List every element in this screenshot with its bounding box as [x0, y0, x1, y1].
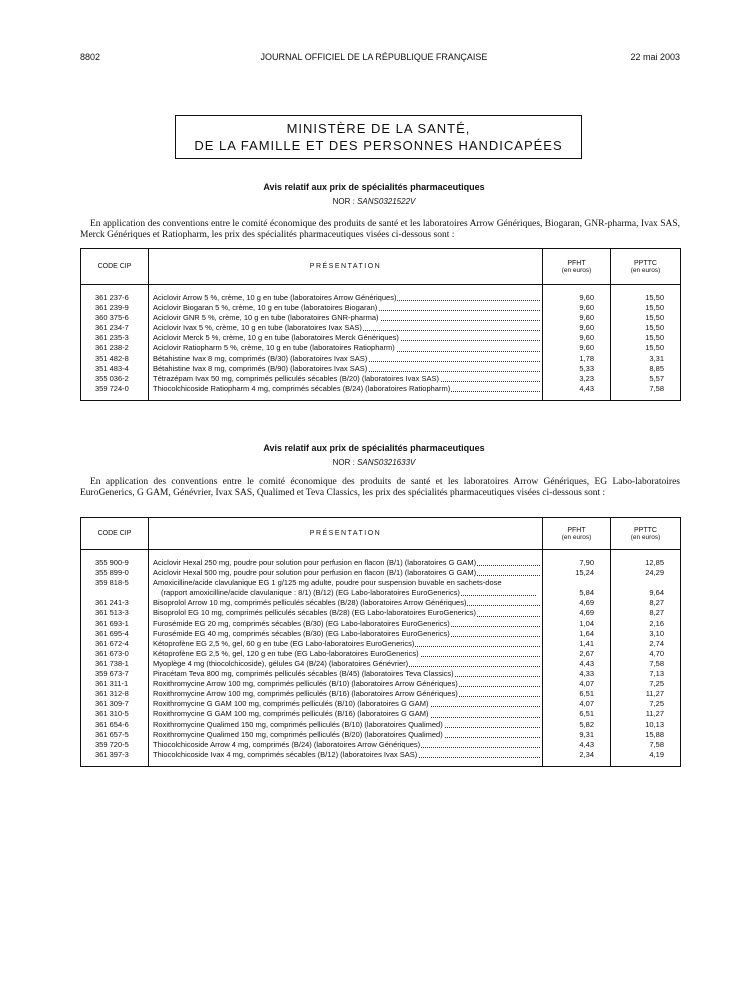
cip-code: 361 513-3	[95, 608, 129, 618]
ppttc-value: 15,50	[611, 303, 681, 313]
cip-code: 360 375-6	[95, 313, 129, 323]
table-row	[81, 629, 681, 639]
table-row	[81, 578, 681, 598]
table-row	[81, 313, 681, 323]
presentation-text: Furosémide EG 40 mg, comprimés sécables (B/30) (EG Labo-laboratoires EuroGenerics)	[153, 628, 450, 638]
row-spacer	[81, 394, 681, 401]
cip-code: 361 234-7	[95, 323, 129, 333]
presentation-text: Aciclovir Hexal 250 mg, poudre pour solution pour perfusion en flacon (B/1) (laboratoires G GAM)	[153, 558, 477, 567]
presentation-cell	[149, 364, 543, 374]
ppttc-value: 9,64	[611, 578, 681, 598]
ministry-line1: MINISTÈRE DE LA SANTÉ,	[286, 121, 471, 136]
cip-code: 359 720-5	[95, 739, 129, 749]
table-row	[81, 333, 681, 343]
table-row	[81, 750, 681, 760]
avis2-nor-label: NOR :	[332, 458, 355, 467]
cip-code: 361 239-9	[95, 303, 129, 313]
ppttc-value: 12,85	[611, 558, 681, 568]
presentation-cell	[149, 303, 543, 313]
ppttc-value: 8,27	[611, 608, 681, 618]
row-spacer	[81, 760, 681, 767]
ppttc-value: 24,29	[611, 568, 681, 578]
cip-code: 359 724-0	[95, 383, 129, 393]
cip-code: 355 899-0	[95, 568, 129, 578]
table-row	[81, 689, 681, 699]
presentation-text: Roxithromycine Qualimed 150 mg, comprimés pelliculés (B/20) (laboratoires Qualimed)	[153, 729, 443, 739]
cip-code: 361 241-3	[95, 598, 129, 608]
table-row	[81, 619, 681, 629]
pfht-value: 1,41	[543, 639, 611, 649]
presentation-cell	[149, 629, 543, 639]
page-number: 8802	[80, 52, 101, 62]
spacer-cell	[81, 550, 149, 559]
table-row	[81, 740, 681, 750]
journal-title: JOURNAL OFFICIEL DE LA RÉPUBLIQUE FRANÇAISE	[260, 52, 488, 62]
ppttc-value: 3,10	[611, 629, 681, 639]
cip-code: 361 672-4	[95, 638, 129, 648]
presentation-text: Piracétam Teva 800 mg, comprimés pelliculés sécables (B/45) (laboratoires Teva Classics)	[153, 669, 454, 679]
pfht-value: 9,60	[543, 333, 611, 343]
presentation-text: Aciclovir Ratiopharm 5 %, crème, 10 g en tube (laboratoires Ratiopharm)	[153, 343, 395, 353]
presentation-text: Roxithromycine G GAM 100 mg, comprimés pelliculés (B/10) (laboratoires G GAM)	[153, 699, 429, 709]
pfht-value: 4,69	[543, 598, 611, 608]
presentation-text: Roxithromycine Arrow 100 mg, comprimés pelliculés (B/16) (laboratoires Arrow Génériques)	[153, 689, 458, 699]
table-row	[81, 669, 681, 679]
presentation-text: Furosémide EG 20 mg, comprimés sécables (B/30) (EG Labo-laboratoires EuroGenerics)	[153, 618, 450, 628]
presentation-text: Roxithromycine G GAM 100 mg, comprimés pelliculés (B/16) (laboratoires G GAM)	[153, 709, 429, 719]
avis2-table-body	[81, 550, 681, 767]
ppttc-value: 15,50	[611, 343, 681, 353]
spacer-cell	[81, 285, 149, 294]
presentation-cell	[149, 313, 543, 323]
avis1-title: Avis relatif aux prix de spécialités pharmaceutiques	[263, 182, 485, 192]
cip-code: 361 397-3	[95, 749, 129, 759]
cip-code: 361 235-3	[95, 333, 129, 343]
spacer-cell	[611, 760, 681, 767]
ppttc-value: 2,74	[611, 639, 681, 649]
col-code-header: CODE CIP	[81, 518, 149, 550]
spacer-cell	[149, 760, 543, 767]
ppttc-value: 7,13	[611, 669, 681, 679]
pfht-value: 1,78	[543, 354, 611, 364]
ppttc-value: 15,88	[611, 730, 681, 740]
cip-code: 361 738-1	[95, 658, 129, 668]
ppttc-value: 3,31	[611, 354, 681, 364]
presentation-cell	[149, 639, 543, 649]
presentation-text: (rapport amoxicilline/acide clavulanique : 8/1) (B/12) (EG Labo-laboratoires EuroGenerics)	[161, 588, 460, 598]
presentation-cell	[149, 568, 543, 578]
table-row	[81, 364, 681, 374]
col-pfht-header: PFHT (en euros)	[543, 518, 611, 550]
pfht-value: 4,69	[543, 608, 611, 618]
ppttc-value: 4,70	[611, 649, 681, 659]
ppttc-value: 5,57	[611, 374, 681, 384]
ppttc-value: 2,16	[611, 619, 681, 629]
spacer-cell	[81, 760, 149, 767]
pfht-value: 1,64	[543, 629, 611, 639]
spacer-cell	[149, 394, 543, 401]
pfht-value: 5,33	[543, 364, 611, 374]
pfht-value: 9,60	[543, 343, 611, 353]
ppttc-value: 7,58	[611, 384, 681, 394]
pfht-value: 15,24	[543, 568, 611, 578]
presentation-cell	[149, 669, 543, 679]
ppttc-value: 15,50	[611, 313, 681, 323]
presentation-text: Aciclovir Biogaran 5 %, crème, 10 g en tube (laboratoires Biogaran)	[153, 303, 378, 313]
table-row	[81, 730, 681, 740]
presentation-text: Myoplège 4 mg (thiocolchicoside), gélules G4 (B/24) (laboratoires Génévrier)	[153, 658, 409, 668]
cip-code: 361 695-4	[95, 628, 129, 638]
ppttc-value: 8,27	[611, 598, 681, 608]
presentation-text: Thiocolchicoside Ivax 4 mg, comprimés sécables (B/12) (laboratoires Ivax SAS)	[153, 749, 418, 759]
avis1-nor-label: NOR :	[332, 197, 355, 206]
table-row	[81, 639, 681, 649]
table-row	[81, 699, 681, 709]
table-row	[81, 709, 681, 719]
pfht-value: 9,60	[543, 293, 611, 303]
spacer-cell	[149, 550, 543, 559]
spacer-cell	[543, 550, 611, 559]
table-row	[81, 568, 681, 578]
pfht-value: 7,90	[543, 558, 611, 568]
pfht-value: 2,34	[543, 750, 611, 760]
col-pfht-header: PFHT (en euros)	[543, 249, 611, 285]
ppttc-value: 10,13	[611, 720, 681, 730]
pfht-value: 6,51	[543, 689, 611, 699]
presentation-text: Tétrazépam Ivax 50 mg, comprimés pelliculés sécables (B/20) (laboratoires Ivax SAS)	[153, 373, 439, 383]
ppttc-value: 7,58	[611, 740, 681, 750]
presentation-text: Roxithromycine Arrow 100 mg, comprimés pelliculés (B/10) (laboratoires Arrow Génériques)	[153, 679, 458, 689]
table-row	[81, 720, 681, 730]
avis1-nor-code: SANS0321522V	[357, 197, 416, 206]
avis2-nor	[0, 458, 748, 467]
presentation-cell	[149, 659, 543, 669]
table-row	[81, 293, 681, 303]
pfht-value: 2,67	[543, 649, 611, 659]
avis2-intro: En application des conventions entre le comité économique des produits de santé et les laboratoires Arrow Génériques, EG Labo-laboratoires EuroGenerics, G GAM, Génévrier, Ivax SAS, Qualimed et Teva Classics, les prix des spécialités pharmaceutiques visées ci-dessous sont :	[80, 477, 680, 498]
presentation-cell	[149, 384, 543, 394]
cip-code: 361 312-8	[95, 689, 129, 699]
presentation-text: Aciclovir Hexal 500 mg, poudre pour solution pour perfusion en flacon (B/1) (laboratoires G GAM)	[153, 568, 477, 578]
presentation-text: Roxithromycine Qualimed 150 mg, comprimés pelliculés (B/10) (laboratoires Qualimed)	[153, 719, 443, 729]
col-ppttc-header: PPTTC (en euros)	[611, 518, 681, 550]
presentation-text: Thiocolchicoside Arrow 4 mg, comprimés (B/24) (laboratoires Arrow Génériques)	[153, 739, 421, 749]
cip-code: 355 036-2	[95, 373, 129, 383]
cip-code: 361 657-5	[95, 729, 129, 739]
avis1-table-body	[81, 285, 681, 401]
cip-code: 361 654-6	[95, 719, 129, 729]
ppttc-value: 7,25	[611, 699, 681, 709]
col-ppttc-header: PPTTC (en euros)	[611, 249, 681, 285]
pfht-value: 9,31	[543, 730, 611, 740]
ppttc-value: 15,50	[611, 323, 681, 333]
presentation-cell	[149, 598, 543, 608]
presentation-text: Kétoprofène EG 2,5 %, gel, 120 g en tube (EG Labo-laboratoires EuroGenerics)	[153, 648, 419, 658]
table-row	[81, 374, 681, 384]
presentation-cell	[149, 720, 543, 730]
table-row	[81, 649, 681, 659]
presentation-text: Bétahistine Ivax 8 mg, comprimés (B/30) (laboratoires Ivax SAS)	[153, 353, 368, 363]
ppttc-value: 11,27	[611, 689, 681, 699]
table-row	[81, 608, 681, 618]
presentation-text: Amoxicilline/acide clavulanique EG 1 g/125 mg adulte, poudre pour suspension buvable en sachets-dose	[153, 578, 502, 588]
presentation-cell	[149, 699, 543, 709]
table-row	[81, 323, 681, 333]
ppttc-value: 11,27	[611, 709, 681, 719]
presentation-text: Bisoprolol Arrow 10 mg, comprimés pelliculés sécables (B/28) (laboratoires Arrow Génériques)	[153, 598, 467, 608]
pfht-value: 6,51	[543, 709, 611, 719]
cip-code: 361 237-6	[95, 293, 129, 302]
cip-code: 361 693-1	[95, 618, 129, 628]
avis1-intro: En application des conventions entre le comité économique des produits de santé et les laboratoires Arrow Génériques, Biogaran, GNR-pharma, Ivax SAS, Merck Génériques et Ratiopharm, les prix des spécialités pharmaceutiques visées ci-dessous sont :	[80, 219, 680, 240]
ppttc-value: 7,58	[611, 659, 681, 669]
spacer-cell	[543, 760, 611, 767]
cip-code: 359 818-5	[95, 578, 129, 588]
pfht-value: 4,43	[543, 740, 611, 750]
col-code-header: CODE CIP	[81, 249, 149, 285]
table-row	[81, 598, 681, 608]
table-row	[81, 343, 681, 353]
spacer-cell	[611, 550, 681, 559]
issue-date: 22 mai 2003	[630, 52, 680, 62]
presentation-line	[153, 578, 538, 588]
presentation-cell	[149, 750, 543, 760]
cip-code: 361 238-2	[95, 343, 129, 353]
presentation-cell	[149, 343, 543, 353]
pfht-value: 3,23	[543, 374, 611, 384]
presentation-cell	[149, 558, 543, 568]
col-presentation-header: PRÉSENTATION	[149, 249, 543, 285]
pfht-value: 4,07	[543, 679, 611, 689]
cip-code: 359 673-7	[95, 669, 129, 679]
spacer-cell	[543, 285, 611, 294]
pfht-value: 4,07	[543, 699, 611, 709]
pfht-value: 5,84	[543, 578, 611, 598]
cip-code: 361 310-5	[95, 709, 129, 719]
pfht-value: 4,43	[543, 659, 611, 669]
presentation-text: Thiocolchicoside Ratiopharm 4 mg, comprimés sécables (B/24) (laboratoires Ratiopharm)	[153, 383, 451, 393]
presentation-cell	[149, 679, 543, 689]
table-row	[81, 384, 681, 394]
presentation-cell	[149, 323, 543, 333]
avis1-nor	[0, 197, 748, 206]
table-row	[81, 558, 681, 568]
presentation-text: Bisoprolol EG 10 mg, comprimés pelliculés sécables (B/28) (EG Labo-laboratoires EuroGenerics)	[153, 608, 477, 618]
row-spacer	[81, 550, 681, 559]
cip-code: 361 673-0	[95, 648, 129, 658]
cip-code: 351 483-4	[95, 363, 129, 373]
presentation-cell	[149, 293, 543, 303]
cip-code: 361 311-1	[95, 679, 129, 689]
pfht-value: 5,82	[543, 720, 611, 730]
ppttc-value: 15,50	[611, 333, 681, 343]
presentation-text: Aciclovir Merck 5 %, crème, 10 g en tube (laboratoires Merck Génériques)	[153, 333, 399, 343]
presentation-cell	[149, 689, 543, 699]
presentation-text: Aciclovir GNR 5 %, crème, 10 g en tube (laboratoires GNR-pharma)	[153, 313, 379, 323]
table-row	[81, 303, 681, 313]
pfht-value: 9,60	[543, 323, 611, 333]
presentation-cell	[149, 619, 543, 629]
avis1-table	[80, 248, 681, 401]
presentation-cell	[149, 709, 543, 719]
ppttc-value: 4,19	[611, 750, 681, 760]
presentation-cell	[149, 649, 543, 659]
avis2-table	[80, 517, 681, 767]
presentation-text: Aciclovir Ivax 5 %, crème, 10 g en tube (laboratoires Ivax SAS)	[153, 323, 362, 333]
presentation-cell	[149, 740, 543, 750]
ppttc-value: 8,85	[611, 364, 681, 374]
presentation-cell	[149, 333, 543, 343]
table-row	[81, 659, 681, 669]
presentation-cell	[149, 730, 543, 740]
table-row	[81, 354, 681, 364]
ministry-box	[175, 115, 582, 159]
avis2-title: Avis relatif aux prix de spécialités pharmaceutiques	[263, 443, 485, 453]
spacer-cell	[149, 285, 543, 294]
presentation-text: Kétoprofène EG 2,5 %, gel, 60 g en tube (EG Labo-laboratoires EuroGenerics)	[153, 638, 415, 648]
ppttc-value: 15,50	[611, 293, 681, 303]
presentation-line	[153, 588, 538, 598]
presentation-cell	[149, 608, 543, 618]
pfht-value: 4,33	[543, 669, 611, 679]
pfht-value: 1,04	[543, 619, 611, 629]
presentation-text: Bétahistine Ivax 8 mg, comprimés (B/90) (laboratoires Ivax SAS)	[153, 363, 368, 373]
avis2-nor-code: SANS0321633V	[357, 458, 416, 467]
pfht-value: 4,43	[543, 384, 611, 394]
presentation-cell	[149, 374, 543, 384]
table-row	[81, 679, 681, 689]
pfht-value: 9,60	[543, 313, 611, 323]
spacer-cell	[611, 285, 681, 294]
presentation-cell	[149, 578, 543, 598]
cip-code: 351 482-8	[95, 353, 129, 363]
spacer-cell	[543, 394, 611, 401]
cip-code: 361 309-7	[95, 699, 129, 709]
row-spacer	[81, 285, 681, 294]
spacer-cell	[81, 394, 149, 401]
ministry-line2: DE LA FAMILLE ET DES PERSONNES HANDICAPÉES	[194, 138, 563, 153]
spacer-cell	[611, 394, 681, 401]
cip-code: 355 900-9	[95, 558, 129, 567]
pfht-value: 9,60	[543, 303, 611, 313]
presentation-cell	[149, 354, 543, 364]
ppttc-value: 7,25	[611, 679, 681, 689]
presentation-text: Aciclovir Arrow 5 %, crème, 10 g en tube (laboratoires Arrow Génériques)	[153, 293, 397, 302]
col-presentation-header: PRÉSENTATION	[149, 518, 543, 550]
